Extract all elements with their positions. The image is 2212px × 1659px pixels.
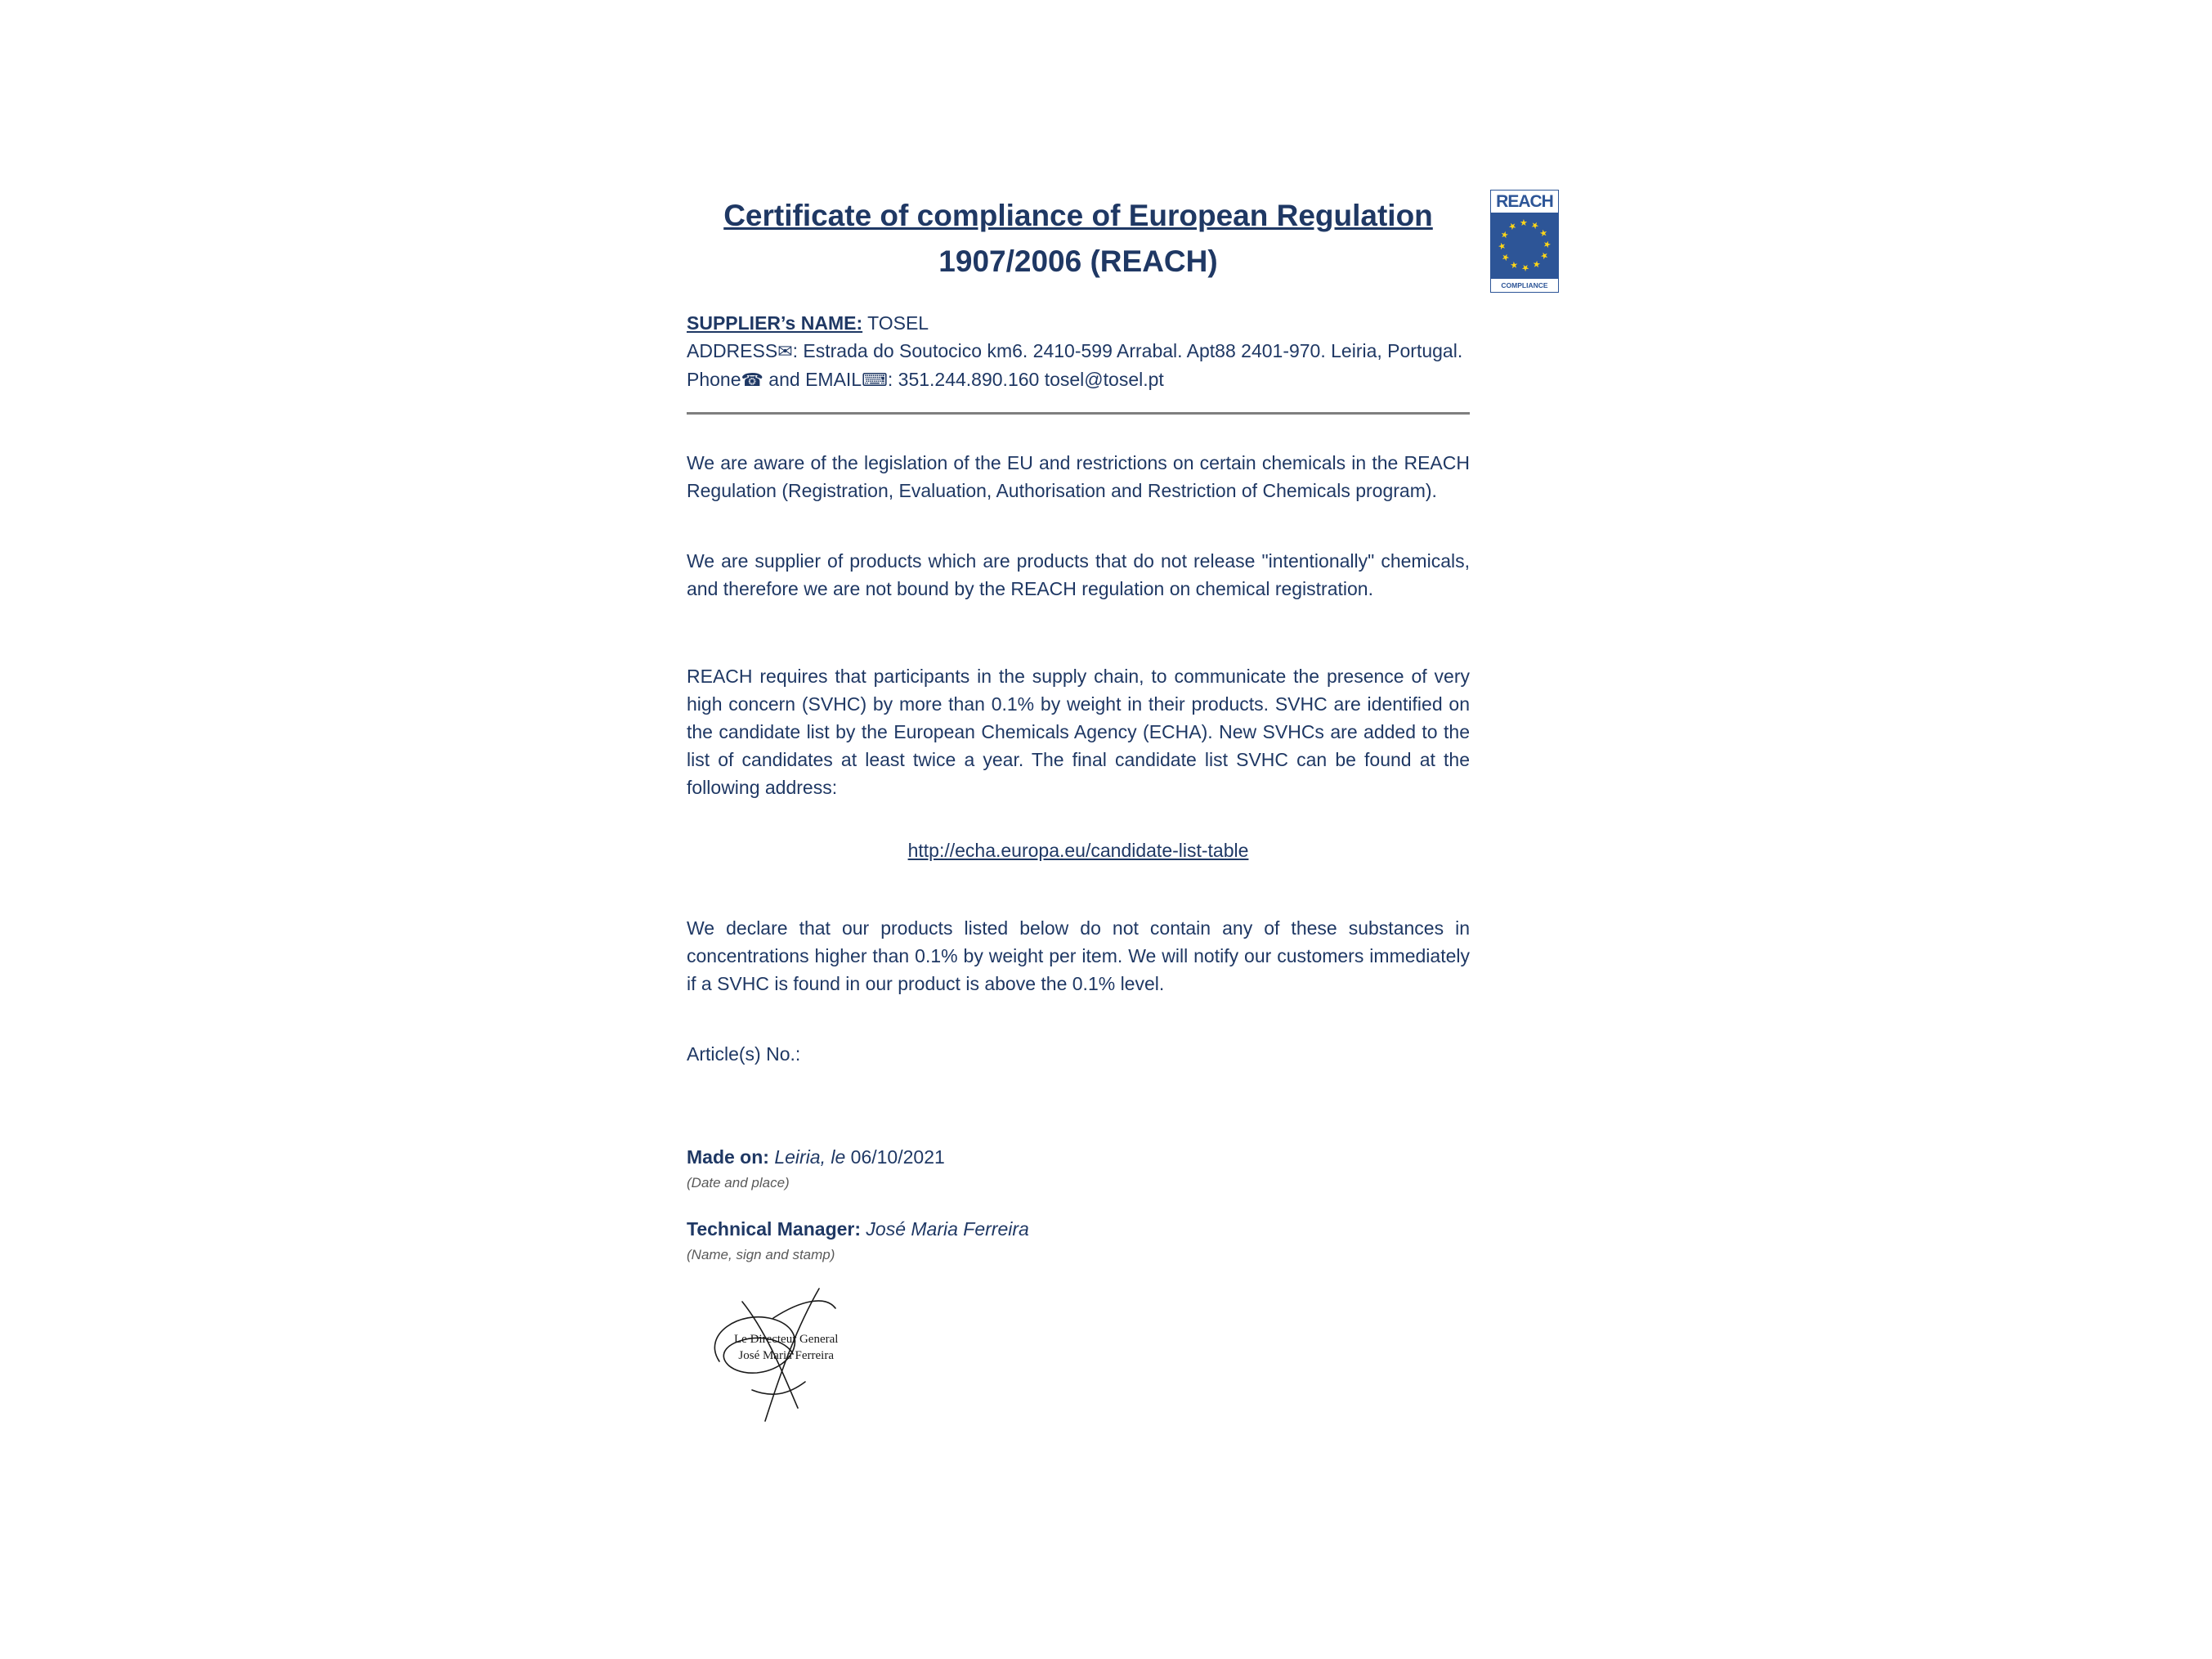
- articles-line: Article(s) No.:: [687, 1043, 801, 1065]
- name-sign-stamp-caption: (Name, sign and stamp): [687, 1247, 835, 1262]
- phone-label: Phone: [687, 369, 741, 390]
- paragraph-declaration: We declare that our products listed below do not contain any of these substances in concentrations higher than 0.1% by weight per item. We will notify our customers immediately if a SVHC is found in our product is above the 0.1% level.: [687, 917, 1470, 994]
- phone-icon: ☎: [741, 370, 763, 390]
- supplier-name-value: TOSEL: [862, 312, 929, 334]
- email-label: and EMAIL: [763, 369, 862, 390]
- address-value: : Estrada do Soutocico km6. 2410-599 Arrabal. Apt88 2401-970. Leiria, Portugal.: [792, 340, 1463, 361]
- supplier-name-label: SUPPLIER’s NAME:: [687, 312, 863, 334]
- title-line-2: 1907/2006 (REACH): [938, 244, 1218, 278]
- envelope-icon: ✉: [777, 341, 793, 361]
- compliance-logo-text: COMPLIANCE: [1491, 278, 1558, 292]
- manager-name: José Maria Ferreira: [861, 1218, 1029, 1240]
- horizontal-divider: [687, 412, 1470, 415]
- supplier-name-line: [687, 309, 1470, 337]
- reach-compliance-logo: [1490, 190, 1559, 293]
- paragraph-svhc: REACH requires that participants in the supply chain, to communicate the presence of very high concern (SVHC) by more than 0.1% by weight in their products. SVHC are identified on the candidate list by the European Chemicals Agency (ECHA). New SVHCs are added to the list of candidates at least twice a year. The final candidate list SVHC can be found at the following address:: [687, 666, 1470, 798]
- contact-value: : 351.244.890.160 tosel@tosel.pt: [887, 369, 1164, 390]
- page-title: [687, 193, 1470, 285]
- eu-flag: [1491, 213, 1558, 278]
- supplier-address-line: [687, 337, 1470, 365]
- made-on-date: 06/10/2021: [850, 1146, 945, 1168]
- signature-title: Le Directeur General: [734, 1333, 839, 1346]
- signature-text: [734, 1331, 838, 1364]
- signature-block: [695, 1284, 948, 1431]
- supplier-contact-line: [687, 365, 1470, 394]
- computer-icon: ⌨: [862, 370, 888, 390]
- made-on-label: Made on:: [687, 1146, 769, 1168]
- title-line-1: Certificate of compliance of European Regulation: [723, 199, 1433, 232]
- reach-logo-text: REACH: [1496, 192, 1553, 211]
- date-place-caption: (Date and place): [687, 1175, 790, 1190]
- document-content: [687, 193, 1470, 1431]
- address-label: ADDRESS: [687, 340, 778, 361]
- manager-label: Technical Manager:: [687, 1218, 862, 1240]
- technical-manager-line: [687, 1215, 1470, 1243]
- paragraph-awareness: We are aware of the legislation of the EU and restrictions on certain chemicals in the REACH Regulation (Registration, Evaluation, Authorisation and Restriction of Chemicals program).: [687, 452, 1470, 501]
- signature-name: José Maria Ferreira: [738, 1349, 835, 1362]
- made-on-line: [687, 1143, 1470, 1171]
- candidate-list-link[interactable]: http://echa.europa.eu/candidate-list-table: [907, 840, 1249, 861]
- made-on-place: Leiria, le: [768, 1146, 851, 1168]
- candidate-list-link-line: [687, 836, 1470, 864]
- paragraph-release: We are supplier of products which are products that do not release "intentionally" chemicals, and therefore we are not bound by the REACH regulation on chemical registration.: [687, 550, 1470, 599]
